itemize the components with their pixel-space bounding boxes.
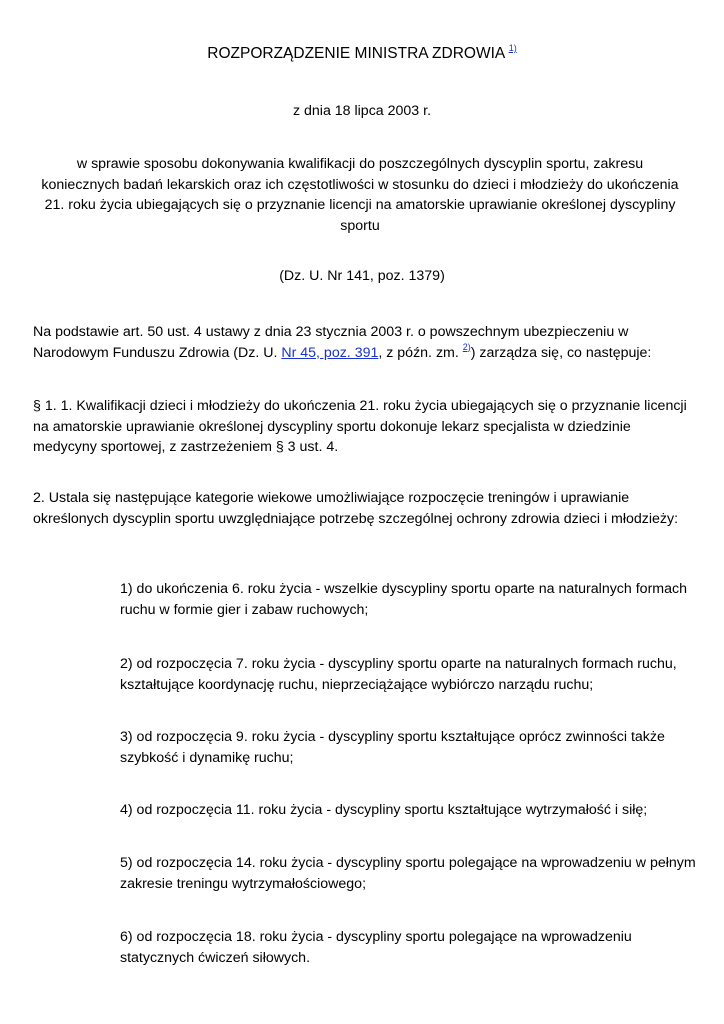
basis-text-middle: , z późn. zm. [378,344,463,361]
journal-link[interactable]: Nr 45, poz. 391 [281,344,379,361]
journal-reference: (Dz. U. Nr 141, poz. 1379) [279,268,445,284]
basis-text-before: Na podstawie art. 50 ust. 4 ustawy z dnia 23 stycznia 2003 r. o powszechnym ubezpieczeniu w Narodowym Funduszu Zdrowia (Dz. U. [33,324,629,361]
list-item: 5) od rozpoczęcia 14. roku życia - dyscypliny sportu polegające na wprowadzeniu w pełnym zakresie treningu wytrzymałościowego; [120,855,696,892]
section-2-paragraph: 2. Ustala się następujące kategorie wiekowe umożliwiające rozpoczęcie treningów i uprawianie określonych dyscyplin sportu uwzględniające potrzebę szczególnej ochrony zdrowia dzieci i młodzieży: [33,490,679,527]
basis-text-after: ) zarządza się, co następuje: [470,344,652,361]
document-title [0,44,724,65]
basis-footnote-link[interactable]: 2) [462,341,471,352]
list-item: 4) od rozpoczęcia 11. roku życia - dyscypliny sportu kształtujące wytrzymałość i siłę; [120,802,648,818]
legal-basis-paragraph [33,322,693,363]
list-item: 6) od rozpoczęcia 18. roku życia - dyscypliny sportu polegające na wprowadzeniu statycznych ćwiczeń siłowych. [120,929,632,966]
document-date: z dnia 18 lipca 2003 r. [292,103,432,119]
list-item: 2) od rozpoczęcia 7. roku życia - dyscypliny sportu oparte na naturalnych formach ruchu, kształtujące koordynację ruchu, nieprzeciążające wybiórczo narządu ruchu; [120,656,677,693]
document-subject: w sprawie sposobu dokonywania kwalifikacji do poszczególnych dyscyplin sportu, zakresu koniecznych badań lekarskich oraz ich częstotliwości w stosunku do dzieci i młodzieży do ukończenia 21. roku życia ubiegających się o przyznanie licencji na amatorskie uprawianie określonej dyscypliny sportu [41,156,679,234]
list-item: 3) od rozpoczęcia 9. roku życia - dyscypliny sportu kształtujące oprócz zwinności także szybkość i dynamikę ruchu; [120,729,665,766]
list-item: 1) do ukończenia 6. roku życia - wszelkie dyscypliny sportu oparte na naturalnych formach ruchu w formie gier i zabaw ruchowych; [120,581,687,618]
title-text: ROZPORZĄDZENIE MINISTRA ZDROWIA [207,45,505,62]
section-1-paragraph: § 1. 1. Kwalifikacji dzieci i młodzieży do ukończenia 21. roku życia ubiegających się o przyznanie licencji na amatorskie uprawianie określonej dyscypliny sportu dokonuje lekarz specjalista w dziedzinie medycyny sportowej, z zastrzeżeniem § 3 ust. 4. [33,398,687,455]
title-footnote-link[interactable]: 1) [508,43,517,53]
